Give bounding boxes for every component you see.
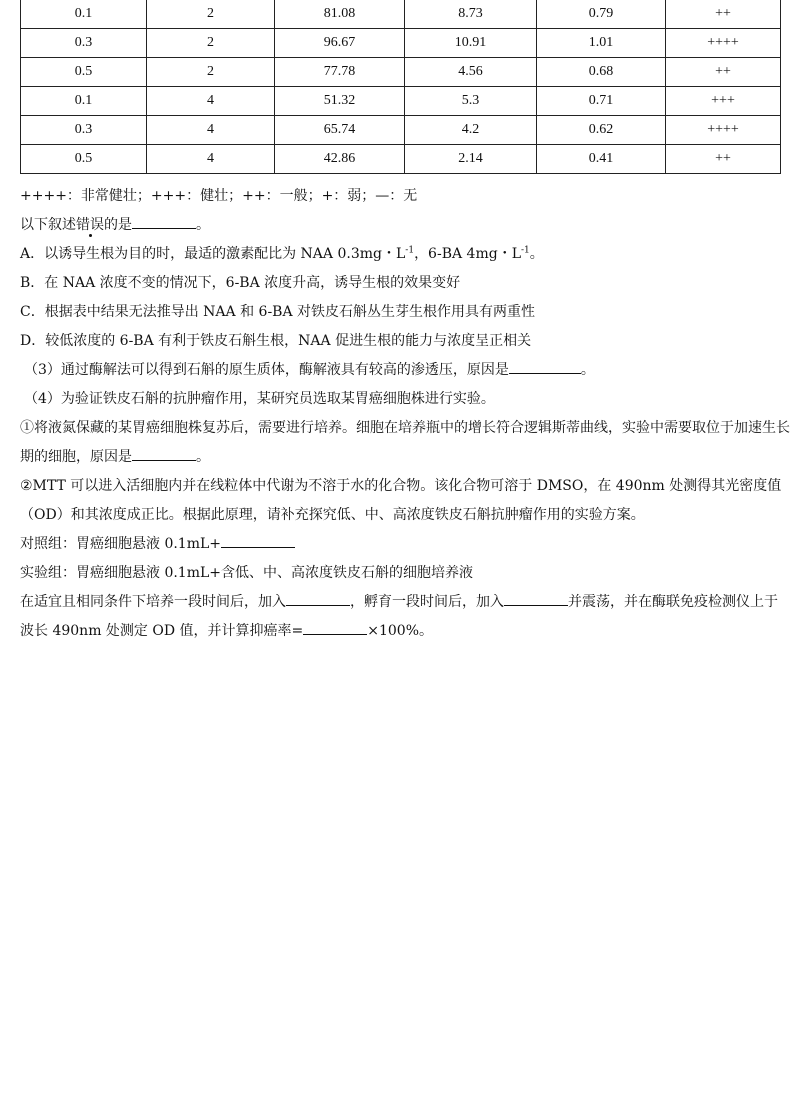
legend-line: ++++：非常健壮；+++：健壮；++：一般；+：弱；—：无 <box>20 188 418 204</box>
table-cell: 4.56 <box>405 58 537 87</box>
table-row <box>21 87 781 116</box>
option-a <box>20 240 790 269</box>
answer-blank[interactable] <box>221 533 295 548</box>
question-3-text: （3）通过酶解法可以得到石斛的原生质体，酶解液具有较高的渗透压，原因是 <box>24 362 509 378</box>
table-cell: 77.78 <box>275 58 405 87</box>
table-cell: +++ <box>666 87 781 116</box>
question-4-intro: （4）为验证铁皮石斛的抗肿瘤作用，某研究员选取某胃癌细胞株进行实验。 <box>24 391 495 407</box>
table-row <box>21 145 781 174</box>
table-row <box>21 29 781 58</box>
procedure-text-3: 并震荡，并在酶联免疫检测仪上于波长 490nm 处测定 OD 值，并计算抑癌率= <box>20 594 778 639</box>
table-cell: 65.74 <box>275 116 405 145</box>
table-cell: ++++ <box>666 29 781 58</box>
table-cell: 0.71 <box>537 87 666 116</box>
option-b: B．在 NAA 浓度不变的情况下，6-BA 浓度升高，诱导生根的效果变好 <box>20 275 461 291</box>
question-3-end: 。 <box>580 362 595 378</box>
stem-end: 。 <box>196 217 210 233</box>
table-cell: 1.01 <box>537 29 666 58</box>
procedure-text-2: ，孵育一段时间后，加入 <box>350 594 504 610</box>
table-cell: 2 <box>147 29 275 58</box>
answer-blank[interactable] <box>504 591 568 606</box>
table-cell: 2 <box>147 0 275 29</box>
option-a-text: A．以诱导生根为目的时，最适的激素配比为 NAA 0.3mg・L <box>20 246 406 262</box>
table-cell: 2.14 <box>405 145 537 174</box>
table-cell: 5.3 <box>405 87 537 116</box>
option-a-end: 。 <box>529 246 544 262</box>
option-a-text-2: ，6-BA 4mg・L <box>414 246 521 262</box>
table-cell: 8.73 <box>405 0 537 29</box>
table-cell: 0.62 <box>537 116 666 145</box>
table-cell: ++ <box>666 58 781 87</box>
table-cell: 2 <box>147 58 275 87</box>
answer-blank[interactable] <box>132 214 196 229</box>
table-cell: ++++ <box>666 116 781 145</box>
table-cell: ++ <box>666 145 781 174</box>
table-cell: 42.86 <box>275 145 405 174</box>
question-4-part-2: ②MTT 可以进入活细胞内并在线粒体中代谢为不溶于水的化合物。该化合物可溶于 DMSO，在 490nm 处测得其光密度值（OD）和其浓度成正比。根据此原理，请补充探究低、中、高浓度铁皮石斛抗肿瘤作用的实验方案。 <box>20 478 782 523</box>
table-cell: 81.08 <box>275 0 405 29</box>
table-cell: 0.41 <box>537 145 666 174</box>
control-group <box>20 530 790 559</box>
table-cell: 0.5 <box>21 145 147 174</box>
table-cell: 96.67 <box>275 29 405 58</box>
part-1-text: ①将液氮保藏的某胃癌细胞株复苏后，需要进行培养。细胞在培养瓶中的增长符合逻辑斯蒂曲线，实验中需要取位于加速生长期的细胞，原因是 <box>20 420 790 465</box>
stem-text: 以下叙述 <box>20 217 76 233</box>
table-cell: 0.3 <box>21 29 147 58</box>
table-cell: 0.1 <box>21 87 147 116</box>
answer-blank[interactable] <box>132 446 196 461</box>
results-table <box>20 0 781 174</box>
procedure-text-4: ×100%。 <box>367 623 434 639</box>
part-1-end: 。 <box>196 449 210 465</box>
table-cell: 51.32 <box>275 87 405 116</box>
table-cell: 4 <box>147 145 275 174</box>
stem-emphasis: 错误 <box>76 217 104 233</box>
table-cell: 4 <box>147 87 275 116</box>
table-row <box>21 0 781 29</box>
table-row <box>21 116 781 145</box>
procedure-text <box>20 588 790 646</box>
answer-blank[interactable] <box>286 591 350 606</box>
question-text <box>20 182 790 646</box>
table-cell: 4.2 <box>405 116 537 145</box>
control-group-text: 对照组：胃癌细胞悬液 0.1mL+ <box>20 536 222 552</box>
table-cell: ++ <box>666 0 781 29</box>
procedure-text-1: 在适宜且相同条件下培养一段时间后，加入 <box>20 594 286 610</box>
option-a-sup-1: -1 <box>405 245 415 256</box>
answer-blank[interactable] <box>509 359 581 374</box>
answer-blank[interactable] <box>303 620 367 635</box>
table-cell: 0.1 <box>21 0 147 29</box>
results-table-body <box>21 0 781 174</box>
table-cell: 4 <box>147 116 275 145</box>
table-cell: 10.91 <box>405 29 537 58</box>
stem-text-2: 的是 <box>104 217 132 233</box>
option-c: C．根据表中结果无法推导出 NAA 和 6-BA 对铁皮石斛丛生芽生根作用具有两重性 <box>20 304 536 320</box>
table-cell: 0.68 <box>537 58 666 87</box>
experimental-group: 实验组：胃癌细胞悬液 0.1mL+含低、中、高浓度铁皮石斛的细胞培养液 <box>20 565 474 581</box>
table-cell: 0.5 <box>21 58 147 87</box>
option-d: D．较低浓度的 6-BA 有利于铁皮石斛生根，NAA 促进生根的能力与浓度呈正相关 <box>20 333 532 349</box>
question-3 <box>20 356 790 385</box>
table-row <box>21 58 781 87</box>
question-stem <box>20 211 790 240</box>
option-a-sup-2: -1 <box>521 245 530 256</box>
table-cell: 0.79 <box>537 0 666 29</box>
table-cell: 0.3 <box>21 116 147 145</box>
question-4-part-1 <box>20 414 790 472</box>
